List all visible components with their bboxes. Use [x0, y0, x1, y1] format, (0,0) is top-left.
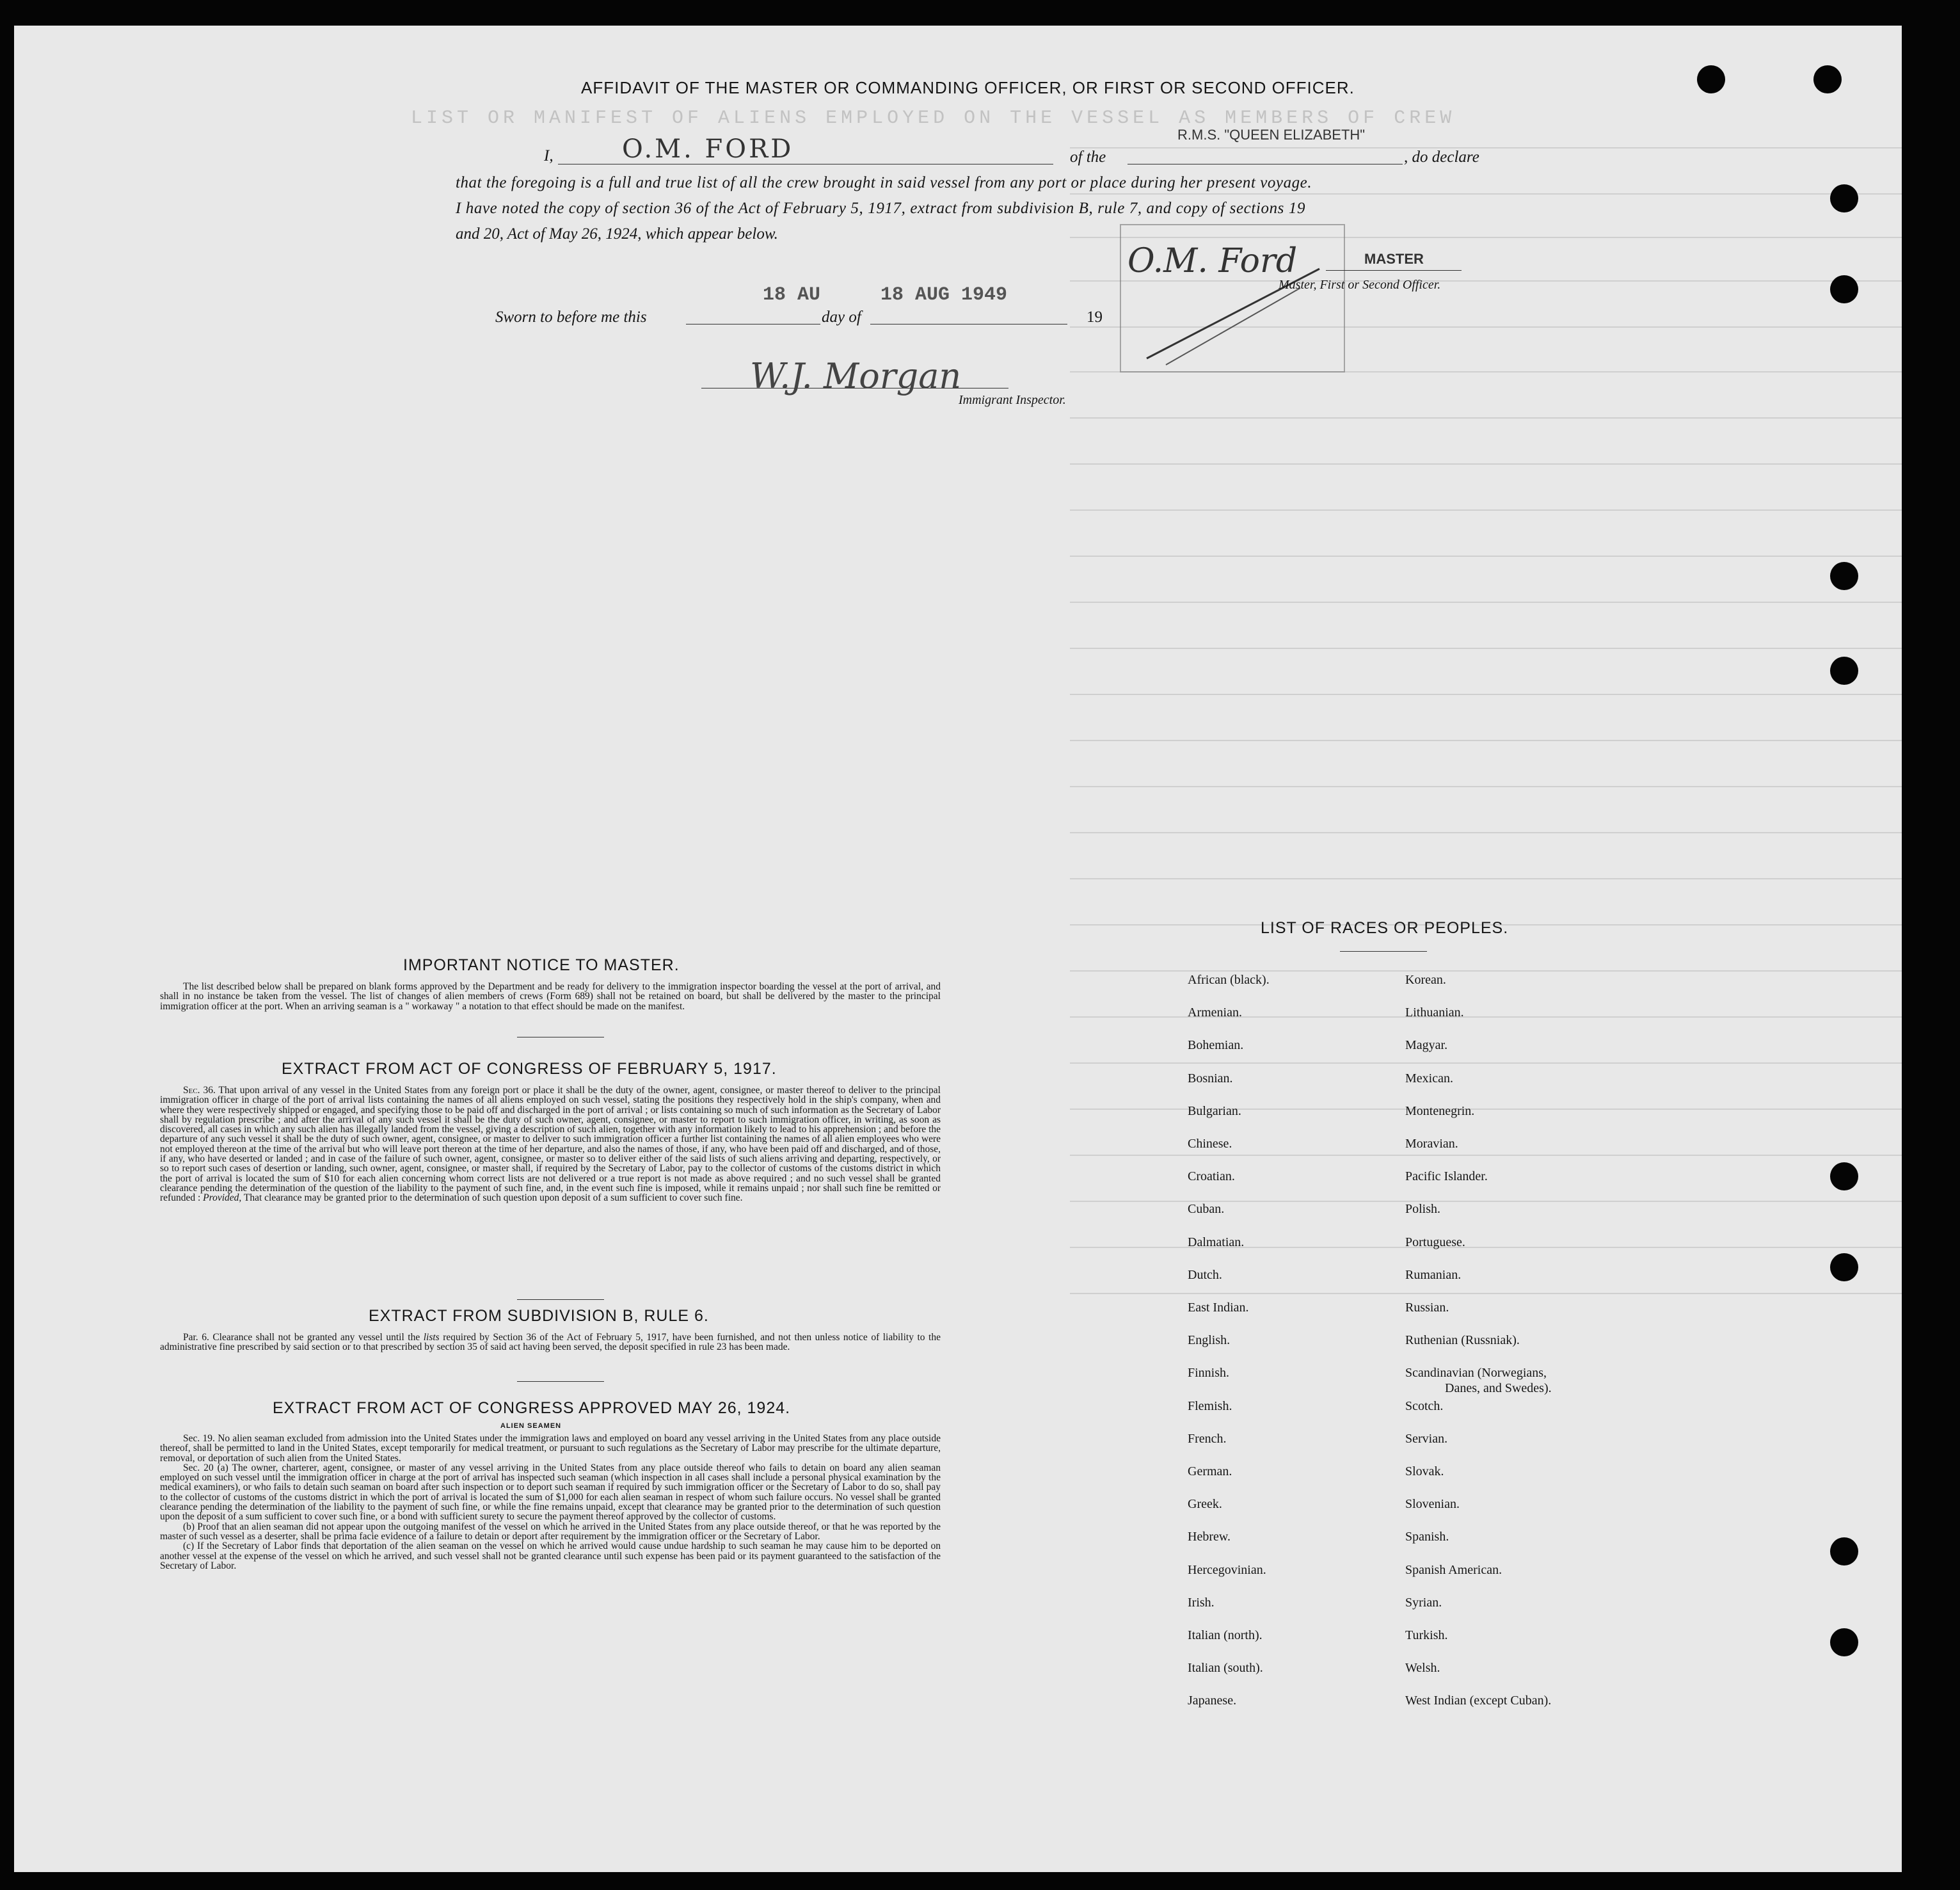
race-item: Hercegovinian. [1188, 1562, 1266, 1577]
races-title: LIST OF RACES OR PEOPLES. [1261, 919, 1509, 937]
race-item: Montenegrin. [1405, 1103, 1475, 1118]
vessel-name-stamp: R.M.S. "QUEEN ELIZABETH" [1177, 127, 1366, 143]
extract-1924-text: Sec. 19. No alien seaman excluded from admission into the United States under the immigration laws and employed on board any vessel arriving in the United States from any place outside thereof, shall be permitted to land in the United States, except temporarily for medical treatment, or pursuant to such regulations as the Secretary of Labor may prescribe for the ultimate departure, removal, or deportation of such alien from the United States. Sec. 20 (a) The owner, charterer, agent, consignee, or master of any vessel arriving in the United States from any place outside thereof who fails to detain on board any alien seaman employed on such vessel until the immigration officer in charge at the port of arrival has inspected such seaman (which inspection in all cases shall include a personal physical examination by the medical examiners), or who fails to detain such seaman on board after such inspection or to deport such seaman if required by such immigration officer or the Secretary of Labor to do so, shall pay to the collector of customs of the customs district in which the port of arrival is located the sum of $1,000 for each alien seaman in respect of whom such failure occurs. No vessel shall be granted clearance pending the determination of the liability to the payment of such fine, or while the fine remains unpaid, except that clearance may be granted prior to the determination of such question upon the deposit of a sum sufficient to cover such fine, or a bond with sufficient surety to secure the payment thereof approved by the collector of customs. (b) Proof that an alien seaman did not appear upon the outgoing manifest of the vessel on which he arrived in the United States from any place outside thereof, or that he was reported by the master of such vessel as a deserter, shall be prima facie evidence of a failure to detain or deport after requirement by the immigration officer or the Secretary of Labor. (c) If the Secretary of Labor finds that deportation of the alien seaman on the vessel on which he arrived would cause undue hardship to such seaman he may cause him to be deported on another vessel at the expense of the vessel on which he arrived, and such vessel shall not be granted clearance until such expense has been paid or its payment guaranteed to the satisfaction of the Secretary of Labor. [160, 1433, 941, 1571]
race-item: Croatian. [1188, 1169, 1235, 1184]
race-item: Scotch. [1405, 1398, 1444, 1413]
punch-hole [1813, 65, 1842, 93]
master-caption: Master, First or Second Officer. [1279, 278, 1441, 292]
race-item: Hebrew. [1188, 1530, 1231, 1544]
race-item: English. [1188, 1333, 1231, 1348]
race-item: Magyar. [1405, 1038, 1448, 1053]
race-item: Armenian. [1188, 1005, 1242, 1020]
punch-hole [1697, 65, 1725, 93]
punch-hole [1830, 184, 1858, 212]
race-item: Chinese. [1188, 1137, 1232, 1151]
punch-hole [1830, 275, 1858, 303]
race-item: Slovak. [1405, 1464, 1444, 1478]
master-stamp: MASTER [1364, 251, 1424, 267]
race-item: Spanish American. [1405, 1562, 1502, 1577]
year-prefix: 19 [1087, 308, 1103, 326]
race-item: Polish. [1405, 1202, 1441, 1217]
affidavit-title: AFFIDAVIT OF THE MASTER OR COMMANDING OFFICER, OR FIRST OR SECOND OFFICER. [581, 78, 1355, 97]
punch-hole [1830, 1162, 1858, 1190]
race-item: Bosnian. [1188, 1071, 1233, 1085]
affidavit-declare: , do declare [1404, 148, 1479, 166]
race-item: Pacific Islander. [1405, 1169, 1488, 1184]
race-item: Irish. [1188, 1595, 1215, 1610]
race-item: West Indian (except Cuban). [1405, 1694, 1552, 1708]
race-item: Lithuanian. [1405, 1005, 1464, 1020]
race-item: Welsh. [1405, 1661, 1440, 1676]
race-item: Scandinavian (Norwegians, [1405, 1366, 1547, 1381]
punch-hole [1830, 562, 1858, 590]
notice-title: IMPORTANT NOTICE TO MASTER. [403, 956, 680, 974]
ghost-title: LIST OR MANIFEST OF ALIENS EMPLOYED ON THE VESSEL AS MEMBERS OF CREW [411, 108, 1456, 129]
race-item: Spanish. [1405, 1530, 1449, 1544]
race-item: Servian. [1405, 1431, 1448, 1446]
inspector-signature: W.J. Morgan [750, 356, 962, 396]
race-item: Flemish. [1188, 1398, 1232, 1413]
race-item: Dalmatian. [1188, 1235, 1245, 1249]
notice-text: The list described below shall be prepared on blank forms approved by the Department and be ready for delivery to the immigration inspector boarding the vessel at the port of arrival, and shall in no instance be taken from the vessel. The list of changes of alien members of crews (Form 689) shall not be retained on board, but shall be delivered by the master to the principal immigration officer at the port. When an arriving seaman is a " workaway " a notation to that effect should be made on the manifest. [160, 981, 941, 1012]
punch-hole [1830, 1628, 1858, 1656]
race-item: Finnish. [1188, 1366, 1230, 1381]
race-item: Ruthenian (Russniak). [1405, 1333, 1520, 1348]
day-stamp: 18 AU [763, 284, 821, 306]
race-item: Mexican. [1405, 1071, 1453, 1085]
master-signature: O.M. Ford [1127, 242, 1298, 280]
race-item: Bohemian. [1188, 1038, 1244, 1053]
race-item: Dutch. [1188, 1267, 1222, 1282]
race-item: Greek. [1188, 1497, 1222, 1512]
rule6-text: Par. 6. Clearance shall not be granted any vessel until the lists required by Section 36 of the Act of February 5, 1917, have been furnished, and not then unless notice of liability to the administrative fine prescribed by said section or to that prescribed by section 35 of said act having been served, the deposit specified in rule 23 has been made. [160, 1332, 941, 1353]
race-item: Moravian. [1405, 1137, 1458, 1151]
punch-hole [1830, 657, 1858, 685]
race-item: German. [1188, 1464, 1232, 1478]
affidavit-line-2: that the foregoing is a full and true list of all the crew brought in said vessel from any port or place during her present voyage. [456, 174, 1312, 191]
race-item: Portuguese. [1405, 1235, 1465, 1249]
race-item: Korean. [1405, 973, 1446, 987]
race-item: East Indian. [1188, 1301, 1249, 1315]
sworn-prefix: Sworn to before me this [495, 308, 647, 326]
race-item: African (black). [1188, 973, 1270, 987]
race-item: Japanese. [1188, 1694, 1237, 1708]
race-item: Slovenian. [1405, 1497, 1460, 1512]
punch-hole [1830, 1537, 1858, 1566]
race-item: Bulgarian. [1188, 1103, 1241, 1118]
race-item: Rumanian. [1405, 1267, 1462, 1282]
affidavit-line-3: I have noted the copy of section 36 of the Act of February 5, 1917, extract from subdivision B, rule 7, and copy of sections 19 [456, 200, 1306, 217]
race-item: Syrian. [1405, 1595, 1442, 1610]
extract-1917-text: Sec. 36. That upon arrival of any vessel in the United States from any foreign port or place it shall be the duty of the owner, agent, consignee, or master thereof to deliver to the principal immigration officer in charge of the port of arrival lists containing the names of all aliens employed on such vessel, stating the positions they respectively hold in the ship's company, when and where they were respectively shipped or engaged, and specifying those to be paid off and discharged in the port of arrival ; or lists containing so much of such information as the Secretary of Labor shall by regulation prescribe ; and after the arrival of any such vessel it shall be the duty of such owner, agent, consignee, or master to report to such immigration officer, in writing, as soon as discovered, all cases in which any such alien has illegally landed from the vessel, giving a description of such alien, together with any information likely to lead to his apprehension ; and before the departure of any such vessel it shall be the duty of such owner, agent, consignee, or master to deliver to such immigration officer a further list containing the names of all alien employees who were not employed thereon at the time of the arrival but who will leave port thereon at the time of her departure, and also the names of those, if any, who have been paid off and discharged, and of those, if any, who have deserted or landed ; and in case of the failure of such owner, agent, consignee, or master so to deliver either of the said lists of such aliens arriving and departing, respectively, or so to report such cases of desertion or landing, such owner, agent, consignee, or master shall, if required by the Secretary of Labor, pay to the collector of customs of the customs district in which the port of arrival is located the sum of $10 for each alien concerning whom correct lists are not delivered or a true report is not made as above required ; and no such vessel shall be granted clearance pending the determination of the question of the liability to the payment of such fine, and, in the event such fine is imposed, while it remains unpaid ; nor shall such fine be remitted or refunded : Provided, That clearance may be granted prior to the determination of such question upon deposit of a sum sufficient to cover such fine. [160, 1085, 941, 1204]
race-item: Cuban. [1188, 1202, 1225, 1217]
alien-seamen-subtitle: ALIEN SEAMEN [500, 1422, 562, 1430]
affidavit-of: of the [1070, 148, 1106, 166]
affidavit-prefix: I, [544, 147, 554, 164]
race-item: Italian (south). [1188, 1661, 1263, 1676]
punch-hole [1830, 1253, 1858, 1281]
race-item: Turkish. [1405, 1628, 1448, 1642]
race-item-continuation: Danes, and Swedes). [1445, 1381, 1552, 1395]
rule6-title: EXTRACT FROM SUBDIVISION B, RULE 6. [369, 1307, 709, 1325]
extract-1924-title: EXTRACT FROM ACT OF CONGRESS APPROVED MAY 26, 1924. [273, 1399, 791, 1417]
race-item: Russian. [1405, 1301, 1449, 1315]
extract-1917-title: EXTRACT FROM ACT OF CONGRESS OF FEBRUARY 5, 1917. [282, 1060, 777, 1078]
race-item: Italian (north). [1188, 1628, 1263, 1642]
master-name-handwritten: O.M. FORD [622, 134, 794, 164]
document-page [14, 26, 1902, 1872]
inspector-caption: Immigrant Inspector. [959, 393, 1066, 407]
day-label: day of [822, 308, 861, 326]
affidavit-line-4: and 20, Act of May 26, 1924, which appear below. [456, 225, 778, 243]
race-item: French. [1188, 1431, 1227, 1446]
date-stamp: 18 AUG 1949 [880, 284, 1008, 306]
